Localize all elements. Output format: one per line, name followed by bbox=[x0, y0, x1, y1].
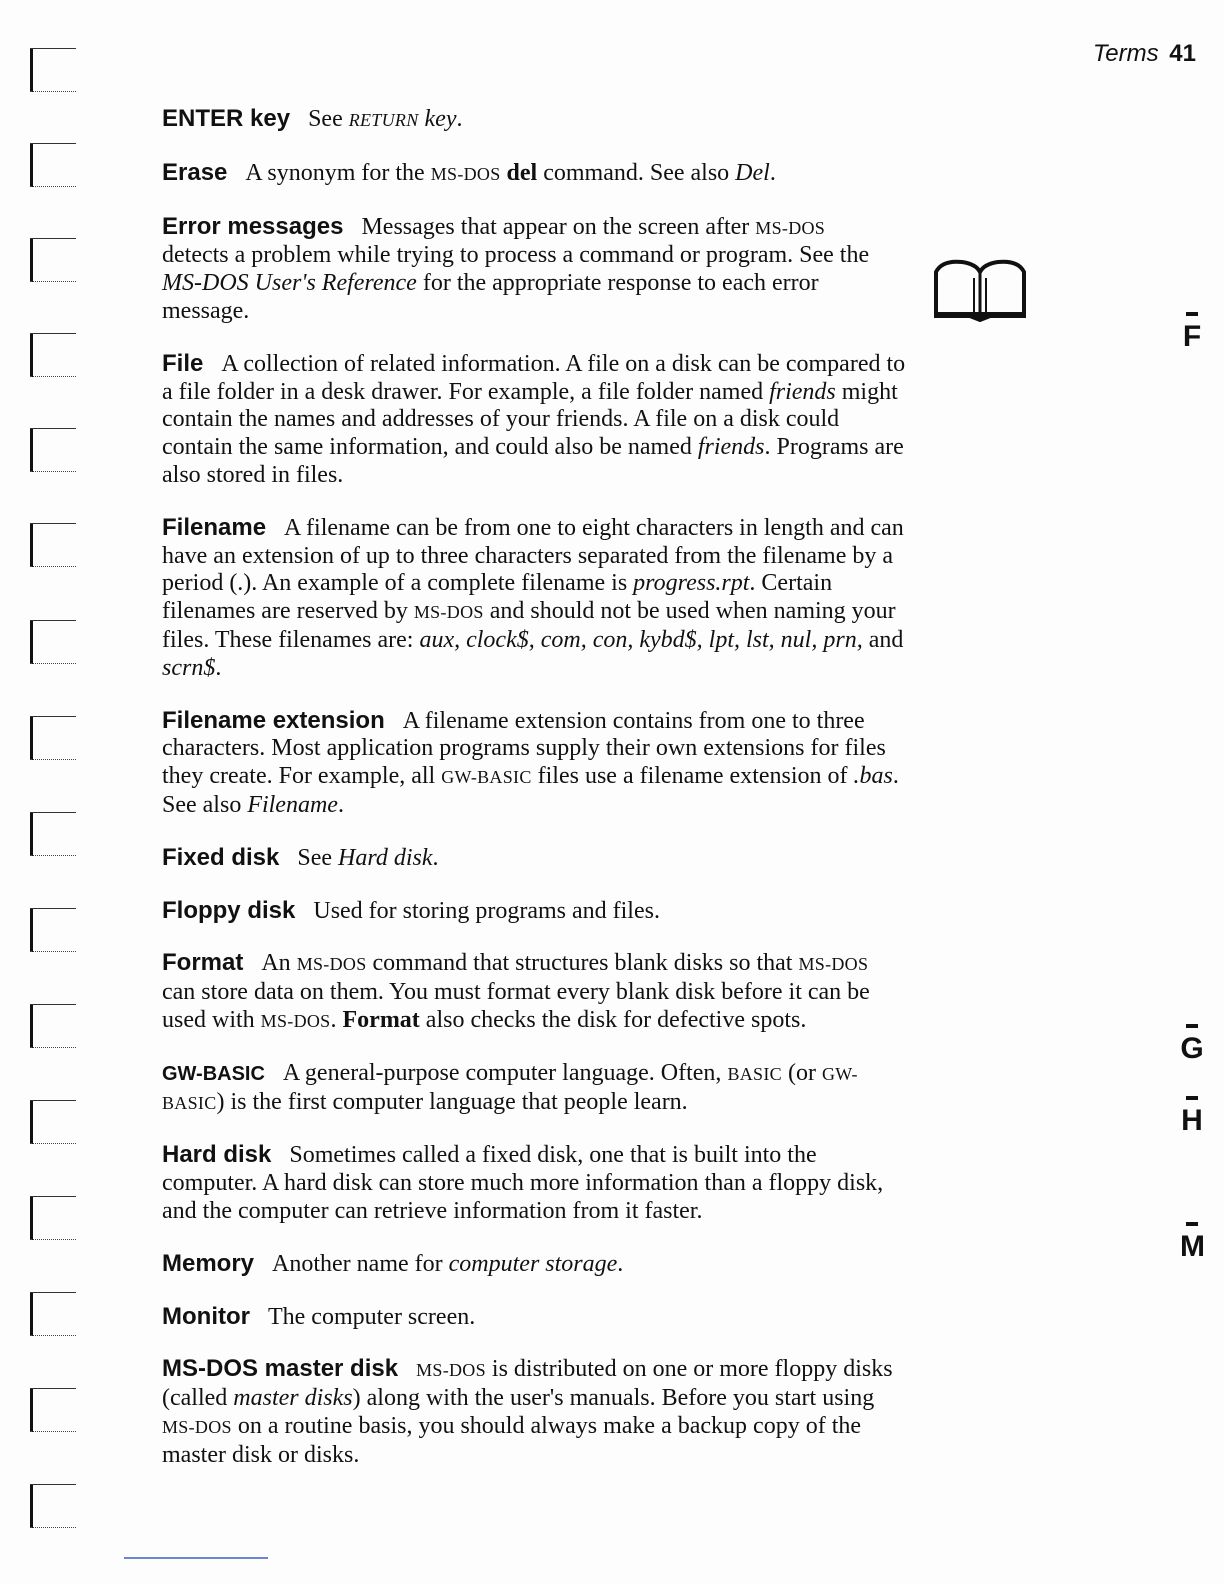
binder-bracket bbox=[30, 1292, 76, 1336]
entry-text: can store data on them. You must format every blank disk before it can be used with bbox=[162, 979, 870, 1033]
entry-reference: Del bbox=[735, 159, 770, 186]
entry-reference: key bbox=[418, 106, 457, 132]
entry-term: File bbox=[162, 349, 204, 377]
entry-text: also checks the disk for defective spots. bbox=[419, 1006, 807, 1033]
entry-term: Error messages bbox=[162, 212, 344, 240]
entry-text: for the appropriate response to each error message. bbox=[162, 270, 819, 324]
entry-text: . Programs are also stored in files. bbox=[162, 434, 904, 488]
footer-rule bbox=[124, 1557, 268, 1559]
entry-text: ) along with the user's manuals. Before you start using bbox=[352, 1385, 875, 1412]
entry-hard-disk bbox=[162, 1141, 907, 1225]
binder-bracket bbox=[30, 908, 76, 952]
entry-reference: MS-DOS User's Reference bbox=[162, 270, 417, 297]
entry-enter-key bbox=[162, 105, 907, 135]
binder-bracket bbox=[30, 1004, 76, 1048]
entry-term: Monitor bbox=[162, 1302, 250, 1330]
entry-text: on a routine basis, you should always make a backup copy of the master disk or disks. bbox=[162, 1412, 862, 1468]
entry-smallcaps: MS-DOS bbox=[413, 602, 484, 623]
binder-bracket bbox=[30, 143, 76, 187]
binder-bracket bbox=[30, 1388, 76, 1432]
entry-term: Erase bbox=[162, 158, 228, 186]
entry-filename bbox=[162, 514, 907, 683]
entry-text: . See also bbox=[162, 763, 899, 818]
binder-bracket bbox=[30, 812, 76, 856]
entry-text: A collection of related information. A file on a disk can be compared to a file folder in a desk drawer. For example, a file folder named bbox=[162, 350, 906, 405]
entry-text: . bbox=[337, 791, 344, 818]
page-number: 41 bbox=[1169, 40, 1196, 67]
entry-text: might contain the names and addresses of your friends. A file on a disk could contain the same information, and could also be named bbox=[162, 378, 898, 461]
binder-bracket bbox=[30, 716, 76, 760]
entry-text: files use a filename extension of bbox=[531, 763, 854, 790]
term-part: ENTER bbox=[162, 105, 244, 132]
entry-text: A filename can be from one to eight characters in length and can have an extension of up to three characters separated from the filename by a period (.). An example of a complete filename is bbox=[162, 514, 904, 597]
entry-smallcaps: MS-DOS bbox=[260, 1010, 331, 1031]
entry-text: . bbox=[330, 1006, 343, 1033]
entry-text: . Certain filenames are reserved by bbox=[162, 570, 833, 625]
entry-smallcaps: MS-DOS bbox=[416, 1360, 486, 1381]
entry-text: An bbox=[261, 950, 297, 977]
entry-format bbox=[162, 949, 907, 1035]
entry-term: Memory bbox=[162, 1249, 255, 1277]
entry-term: Floppy disk bbox=[162, 896, 296, 924]
entry-command: del bbox=[506, 159, 538, 186]
entry-text: command. See also bbox=[537, 159, 736, 186]
entry-text: and bbox=[862, 626, 904, 653]
entry-italic: friends bbox=[769, 378, 836, 405]
entry-text: Messages that appear on the screen after bbox=[361, 213, 756, 240]
term-part: MS-DOS bbox=[162, 1355, 258, 1383]
glossary-entries bbox=[162, 105, 907, 1486]
entry-italic: master disks bbox=[233, 1385, 353, 1412]
entry-italic: scrn$ bbox=[162, 654, 216, 681]
entry-gw-basic bbox=[162, 1060, 907, 1118]
binder-bracket bbox=[30, 1484, 76, 1528]
entry-text: . bbox=[456, 106, 463, 132]
thumb-tab-h bbox=[1180, 1096, 1204, 1136]
binder-bracket bbox=[30, 1100, 76, 1144]
entry-reference: Hard disk bbox=[338, 844, 433, 871]
entry-smallcaps: MS-DOS bbox=[430, 163, 501, 184]
entry-italic: progress.rpt bbox=[633, 570, 750, 597]
entry-smallcaps: MS-DOS bbox=[798, 954, 869, 975]
entry-text: detects a problem while trying to process a command or program. See the bbox=[162, 242, 870, 269]
term-part: master disk bbox=[258, 1355, 399, 1383]
entry-text: command that structures blank disks so that bbox=[366, 950, 799, 977]
entry-term bbox=[162, 1355, 398, 1382]
thumb-tab-letter: H bbox=[1181, 1104, 1203, 1137]
entry-smallcaps: GW-BASIC bbox=[441, 767, 532, 788]
entry-italic: friends bbox=[697, 434, 765, 461]
entry-text: A filename extension contains from one to three characters. Most application programs supply their own extensions for files they create. For example, all bbox=[162, 707, 886, 790]
entry-msdos-master-disk bbox=[162, 1355, 907, 1469]
thumb-tab-letter: G bbox=[1180, 1032, 1204, 1065]
entry-reference: Filename bbox=[247, 791, 338, 818]
entry-italic: aux, clock$, com, con, kybd$, lpt, lst, nul, prn, bbox=[419, 626, 863, 653]
entry-text: and should not be used when naming your files. These filenames are: bbox=[162, 598, 896, 653]
entry-smallcaps: BASIC bbox=[727, 1063, 782, 1084]
entry-term: Filename bbox=[162, 513, 267, 541]
binder-bracket bbox=[30, 1196, 76, 1240]
entry-text: . bbox=[215, 654, 222, 681]
entry-text: A synonym for the bbox=[245, 159, 431, 186]
entry-term bbox=[162, 105, 290, 132]
entry-reference: RETURN bbox=[348, 110, 419, 130]
entry-text: Another name for bbox=[272, 1250, 449, 1277]
entry-term: Format bbox=[162, 949, 244, 977]
entry-smallcaps: MS-DOS bbox=[162, 1416, 232, 1437]
entry-file bbox=[162, 350, 907, 490]
entry-command: Format bbox=[342, 1006, 420, 1033]
binder-bracket bbox=[30, 333, 76, 377]
entry-term: GW-BASIC bbox=[162, 1062, 265, 1085]
entry-smallcaps: MS-DOS bbox=[296, 954, 367, 975]
entry-text: Sometimes called a fixed disk, one that is built into the computer. A hard disk can store much more information than a floppy disk, and the computer can retrieve information from it faster. bbox=[162, 1142, 884, 1224]
thumb-tab-m bbox=[1180, 1222, 1204, 1262]
entry-text: (or bbox=[781, 1059, 822, 1086]
entry-text: Used for storing programs and files. bbox=[313, 897, 660, 924]
entry-monitor bbox=[162, 1303, 907, 1332]
running-header bbox=[1093, 40, 1196, 68]
entry-erase bbox=[162, 159, 907, 189]
thumb-tab-letter: M bbox=[1180, 1230, 1205, 1263]
entry-fixed-disk bbox=[162, 844, 907, 873]
entry-term: Hard disk bbox=[162, 1141, 272, 1169]
entry-smallcaps: MS-DOS bbox=[755, 217, 826, 238]
binder-bracket bbox=[30, 620, 76, 664]
entry-text: See bbox=[308, 106, 349, 132]
entry-text: . bbox=[769, 159, 776, 186]
thumb-tab-g bbox=[1180, 1024, 1204, 1064]
binder-bracket bbox=[30, 238, 76, 282]
term-part: key bbox=[250, 105, 291, 132]
entry-text: ) is the first computer language that people learn. bbox=[216, 1088, 688, 1115]
entry-text: The computer screen. bbox=[267, 1303, 476, 1330]
section-title: Terms bbox=[1092, 40, 1159, 67]
entry-italic: .bas bbox=[853, 763, 893, 790]
thumb-tab-f bbox=[1180, 312, 1204, 352]
entry-text: is distributed on one or more floppy disks (called bbox=[162, 1356, 893, 1412]
entry-filename-extension bbox=[162, 707, 907, 820]
entry-smallcaps: GW-BASIC bbox=[162, 1063, 858, 1113]
binder-bracket bbox=[30, 48, 76, 92]
entry-term: Filename extension bbox=[162, 706, 385, 734]
binder-bracket bbox=[30, 428, 76, 472]
thumb-tab-letter: F bbox=[1182, 320, 1202, 353]
entry-term: Fixed disk bbox=[162, 843, 280, 871]
entry-reference: computer storage bbox=[448, 1250, 618, 1277]
entry-floppy-disk bbox=[162, 897, 907, 926]
entry-text: . bbox=[617, 1250, 624, 1277]
entry-text: See bbox=[297, 844, 339, 871]
entry-text: A general-purpose computer language. Often, bbox=[282, 1059, 728, 1086]
open-book-icon bbox=[932, 258, 1028, 322]
entry-memory bbox=[162, 1250, 907, 1279]
entry-text: . bbox=[432, 844, 439, 871]
binder-bracket bbox=[30, 523, 76, 567]
entry-error-messages bbox=[162, 213, 882, 326]
